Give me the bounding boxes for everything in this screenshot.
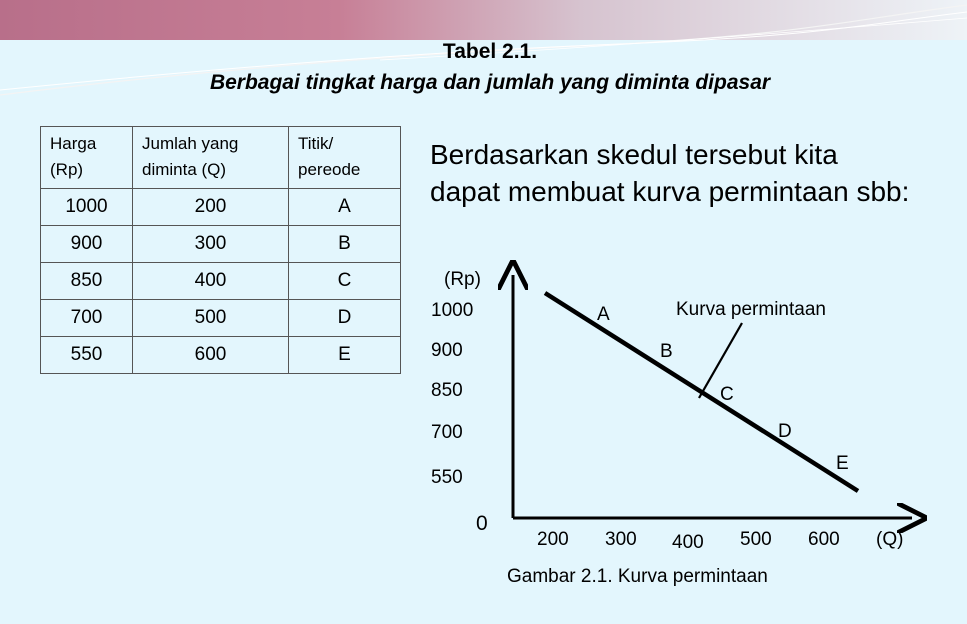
y-tick-label: 550 xyxy=(431,467,463,488)
x-axis-label: (Q) xyxy=(876,529,904,550)
y-tick-label: 700 xyxy=(431,422,463,443)
point-label: A xyxy=(597,304,610,325)
cell-quantity: 400 xyxy=(133,263,289,300)
point-label: C xyxy=(720,384,734,405)
cell-point: B xyxy=(289,226,401,263)
y-tick-label: 1000 xyxy=(431,300,474,321)
cell-point: C xyxy=(289,263,401,300)
point-label: D xyxy=(778,421,792,442)
point-label: E xyxy=(836,453,849,474)
y-axis-label: (Rp) xyxy=(444,269,481,290)
cell-price: 700 xyxy=(41,300,133,337)
y-tick-label: 850 xyxy=(431,380,463,401)
y-tick-label: 900 xyxy=(431,340,463,361)
point-label: B xyxy=(660,341,673,362)
header-jumlah: Jumlah yang diminta (Q) xyxy=(133,127,289,189)
cell-point: D xyxy=(289,300,401,337)
cell-quantity: 300 xyxy=(133,226,289,263)
header-titik: Titik/ pereode xyxy=(289,127,401,189)
table-subtitle: Berbagai tingkat harga dan jumlah yang diminta dipasar xyxy=(209,71,771,94)
curve-label: Kurva permintaan xyxy=(676,299,826,320)
cell-quantity: 600 xyxy=(133,337,289,374)
explanation-text: Berdasarkan skedul tersebut kita dapat membuat kurva permintaan sbb: xyxy=(430,139,910,207)
figure-caption: Gambar 2.1. Kurva permintaan xyxy=(507,566,768,587)
x-tick-label: 500 xyxy=(740,529,772,550)
cell-price: 550 xyxy=(41,337,133,374)
header-harga: Harga (Rp) xyxy=(41,127,133,189)
cell-point: A xyxy=(289,189,401,226)
cell-price: 850 xyxy=(41,263,133,300)
cell-price: 1000 xyxy=(41,189,133,226)
x-tick-label: 300 xyxy=(605,529,637,550)
x-tick-label: 600 xyxy=(808,529,840,550)
cell-quantity: 200 xyxy=(133,189,289,226)
x-tick-label: 200 xyxy=(537,529,569,550)
origin-label: 0 xyxy=(476,512,488,535)
cell-quantity: 500 xyxy=(133,300,289,337)
cell-price: 900 xyxy=(41,226,133,263)
cell-point: E xyxy=(289,337,401,374)
table-title: Tabel 2.1. xyxy=(442,40,538,63)
x-tick-label: 400 xyxy=(672,532,704,553)
